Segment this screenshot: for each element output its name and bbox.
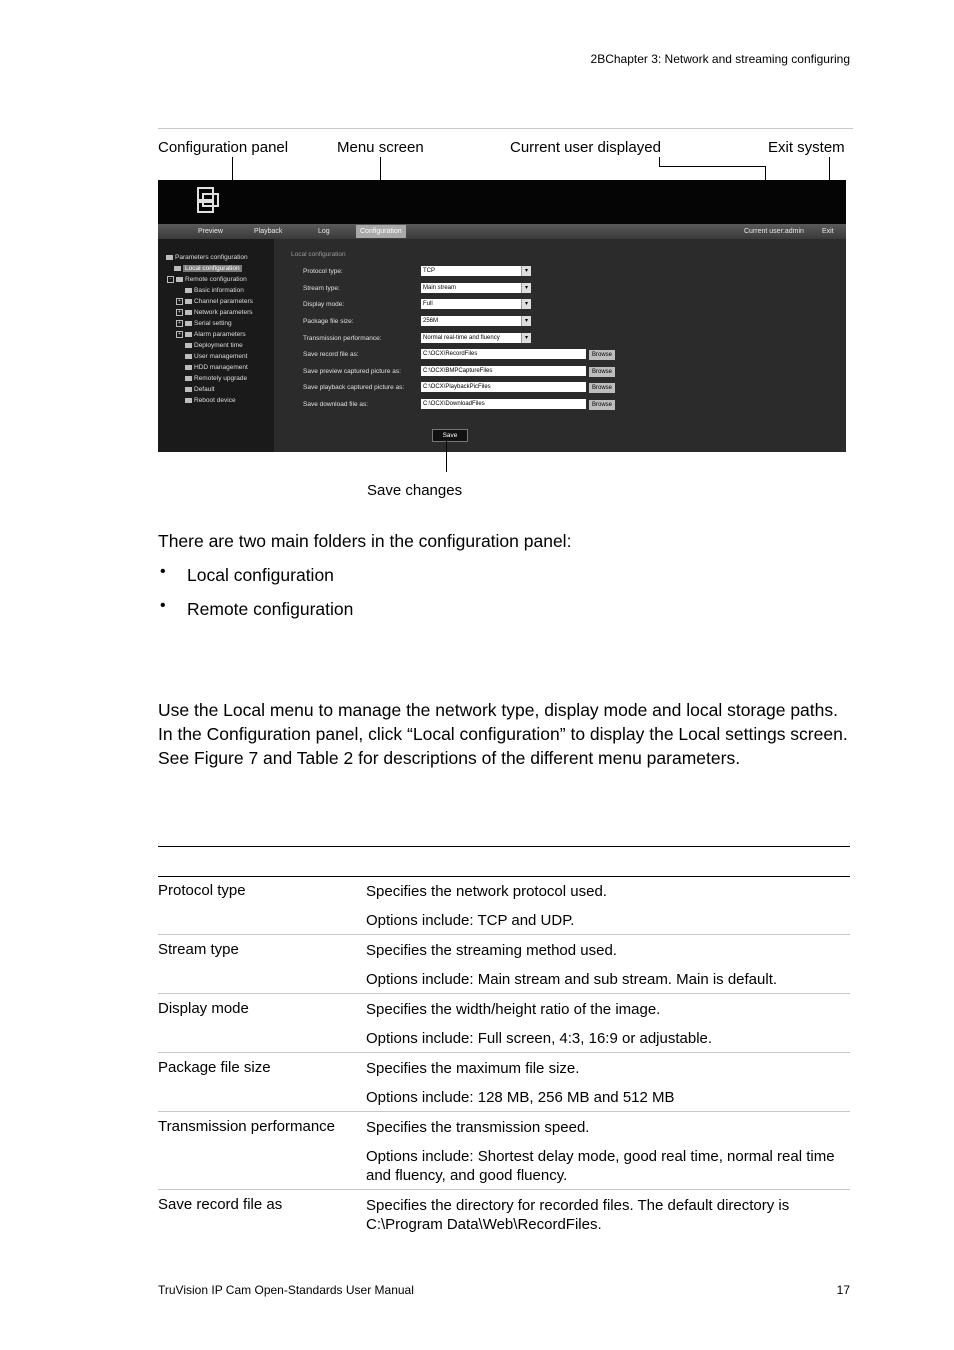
chevron-down-icon: ▾ <box>521 283 531 293</box>
browse-button[interactable]: Browse <box>589 383 615 393</box>
folder-icon <box>185 365 192 370</box>
parameter-table <box>158 876 850 1234</box>
description-paragraph: Use the Local menu to manage the network type, display mode and local storage paths. In the Configuration panel, click “Local configuration” to display the Local settings screen. See Figure 7 and Table 2 for descriptions of the different menu parameters. <box>158 700 848 768</box>
leader-current-user-b <box>659 166 766 167</box>
download-path-input[interactable]: C:\OCX\DownloadFiles <box>421 399 586 409</box>
nav-configuration[interactable]: Configuration <box>356 225 406 238</box>
menu-screen <box>274 239 846 452</box>
field-label: Package file size: <box>303 318 354 325</box>
param-options: Options include: Shortest delay mode, good real time, normal real time and fluency, and good fluency. <box>366 1148 835 1184</box>
callout-menu-screen: Menu screen <box>337 139 424 156</box>
param-description: Specifies the maximum file size. <box>366 1060 580 1077</box>
footer-title: TruVision IP Cam Open-Standards User Manual <box>158 1283 414 1297</box>
field-label: Save playback captured picture as: <box>303 384 405 391</box>
field-label: Save download file as: <box>303 401 369 408</box>
folder-icon <box>176 277 183 282</box>
leader-current-user-a <box>659 157 660 166</box>
leader-save <box>446 440 447 472</box>
field-label: Stream type: <box>303 285 340 292</box>
folder-icon <box>185 354 192 359</box>
chevron-down-icon: ▾ <box>521 266 531 276</box>
folder-icon <box>185 376 192 381</box>
bullet-item: Local configuration <box>187 565 334 585</box>
field-label: Protocol type: <box>303 268 343 275</box>
folder-icon <box>185 288 192 293</box>
folder-icon <box>185 332 192 337</box>
browse-button[interactable]: Browse <box>589 400 615 410</box>
preview-capture-path-input[interactable]: C:\OCX\BMPCaptureFiles <box>421 366 586 376</box>
tree-item[interactable]: Default <box>185 386 215 393</box>
table-row <box>158 994 850 1053</box>
web-ui-screenshot <box>158 180 846 452</box>
param-description: Specifies the transmission speed. <box>366 1119 590 1136</box>
record-path-input[interactable]: C:\OCX\RecordFiles <box>421 349 586 359</box>
configuration-panel <box>158 239 274 452</box>
tree-item[interactable]: Remotely upgrade <box>185 375 247 382</box>
tree-item[interactable]: Reboot device <box>185 397 236 404</box>
folder-icon <box>185 387 192 392</box>
package-file-size-select[interactable]: 256M ▾ <box>421 316 531 326</box>
callout-current-user: Current user displayed <box>510 139 661 156</box>
tree-remote-configuration[interactable]: - Remote configuration <box>167 276 247 283</box>
browse-button[interactable]: Browse <box>589 367 615 377</box>
current-user-label: Current user:admin <box>744 228 804 235</box>
table-top-rule <box>158 846 850 847</box>
field-label: Display mode: <box>303 301 345 308</box>
expand-icon: - <box>167 276 174 283</box>
param-options: Options include: TCP and UDP. <box>366 912 575 929</box>
browse-button[interactable]: Browse <box>589 350 615 360</box>
field-label: Save preview captured picture as: <box>303 368 401 375</box>
save-button[interactable]: Save <box>432 429 468 442</box>
section-title: Local configuration <box>291 251 346 258</box>
tree-item[interactable]: + Serial setting <box>176 320 232 327</box>
chevron-down-icon: ▾ <box>521 316 531 326</box>
protocol-type-select[interactable]: TCP ▾ <box>421 266 531 276</box>
param-options: Options include: Full screen, 4:3, 16:9 or adjustable. <box>366 1030 713 1047</box>
running-header: 2BChapter 3: Network and streaming configuring <box>590 52 850 66</box>
tree-item[interactable]: Basic information <box>185 287 244 294</box>
tree-item[interactable]: + Network parameters <box>176 309 253 316</box>
playback-capture-path-input[interactable]: C:\OCX\PlaybackPicFiles <box>421 382 586 392</box>
callout-save-changes: Save changes <box>367 482 463 499</box>
tree-item[interactable]: + Alarm parameters <box>176 331 246 338</box>
transmission-performance-select[interactable]: Normal real-time and fluency ▾ <box>421 333 531 343</box>
nav-playback[interactable]: Playback <box>254 228 283 235</box>
top-banner <box>158 180 846 224</box>
callout-config-panel: Configuration panel <box>158 139 289 156</box>
tree-item[interactable]: Deployment time <box>185 342 243 349</box>
param-name: Stream type <box>158 935 366 994</box>
bullet-dot: • <box>160 597 166 614</box>
chevron-down-icon: ▾ <box>521 299 531 309</box>
field-label: Save record file as: <box>303 351 359 358</box>
exit-button[interactable]: Exit <box>822 228 834 235</box>
param-description: Specifies the network protocol used. <box>366 883 607 900</box>
folder-icon <box>185 321 192 326</box>
top-rule <box>158 128 853 129</box>
table-row <box>158 1112 850 1190</box>
display-mode-select[interactable]: Full ▾ <box>421 299 531 309</box>
expand-icon: + <box>176 331 183 338</box>
nav-log[interactable]: Log <box>318 228 330 235</box>
folder-icon <box>185 343 192 348</box>
param-options: Options include: Main stream and sub stream. Main is default. <box>366 971 778 988</box>
tools-icon <box>166 255 173 260</box>
stream-type-select[interactable]: Main stream ▾ <box>421 283 531 293</box>
table-row <box>158 935 850 994</box>
nav-preview[interactable]: Preview <box>198 228 223 235</box>
param-options: Options include: 128 MB, 256 MB and 512 MB <box>366 1089 675 1106</box>
param-description: Specifies the directory for recorded files. The default directory is C:\Program Data\Web\RecordFiles. <box>366 1197 790 1233</box>
expand-icon: + <box>176 320 183 327</box>
chevron-down-icon: ▾ <box>521 333 531 343</box>
table-row <box>158 1053 850 1112</box>
tree-item[interactable]: + Channel parameters <box>176 298 253 305</box>
param-name: Package file size <box>158 1053 366 1112</box>
param-name: Save record file as <box>158 1196 283 1213</box>
page-number: 17 <box>836 1283 850 1297</box>
folder-icon <box>185 299 192 304</box>
param-description: Specifies the width/height ratio of the image. <box>366 1001 661 1018</box>
callout-exit-system: Exit system <box>768 139 845 156</box>
bullet-item: Remote configuration <box>187 599 354 619</box>
table-row <box>158 876 850 935</box>
expand-icon: + <box>176 298 183 305</box>
param-description: Specifies the streaming method used. <box>366 942 617 959</box>
folder-icon <box>185 310 192 315</box>
app-logo-icon <box>194 185 222 215</box>
tree-item[interactable]: HDD management <box>185 364 248 371</box>
intro-text: There are two main folders in the configuration panel: <box>158 531 572 551</box>
tree-item[interactable]: User management <box>185 353 247 360</box>
param-name: Display mode <box>158 994 366 1053</box>
folder-icon <box>185 398 192 403</box>
tree-root[interactable]: Parameters configuration <box>166 254 248 261</box>
nav-bar <box>158 224 846 239</box>
bullet-dot: • <box>160 563 166 580</box>
tree-local-configuration[interactable]: Local configuration <box>174 265 242 272</box>
table-row <box>158 1190 850 1235</box>
folder-icon <box>174 266 181 271</box>
expand-icon: + <box>176 309 183 316</box>
field-label: Transmission performance: <box>303 335 382 342</box>
param-name: Protocol type <box>158 876 366 935</box>
param-name: Transmission performance <box>158 1112 366 1190</box>
